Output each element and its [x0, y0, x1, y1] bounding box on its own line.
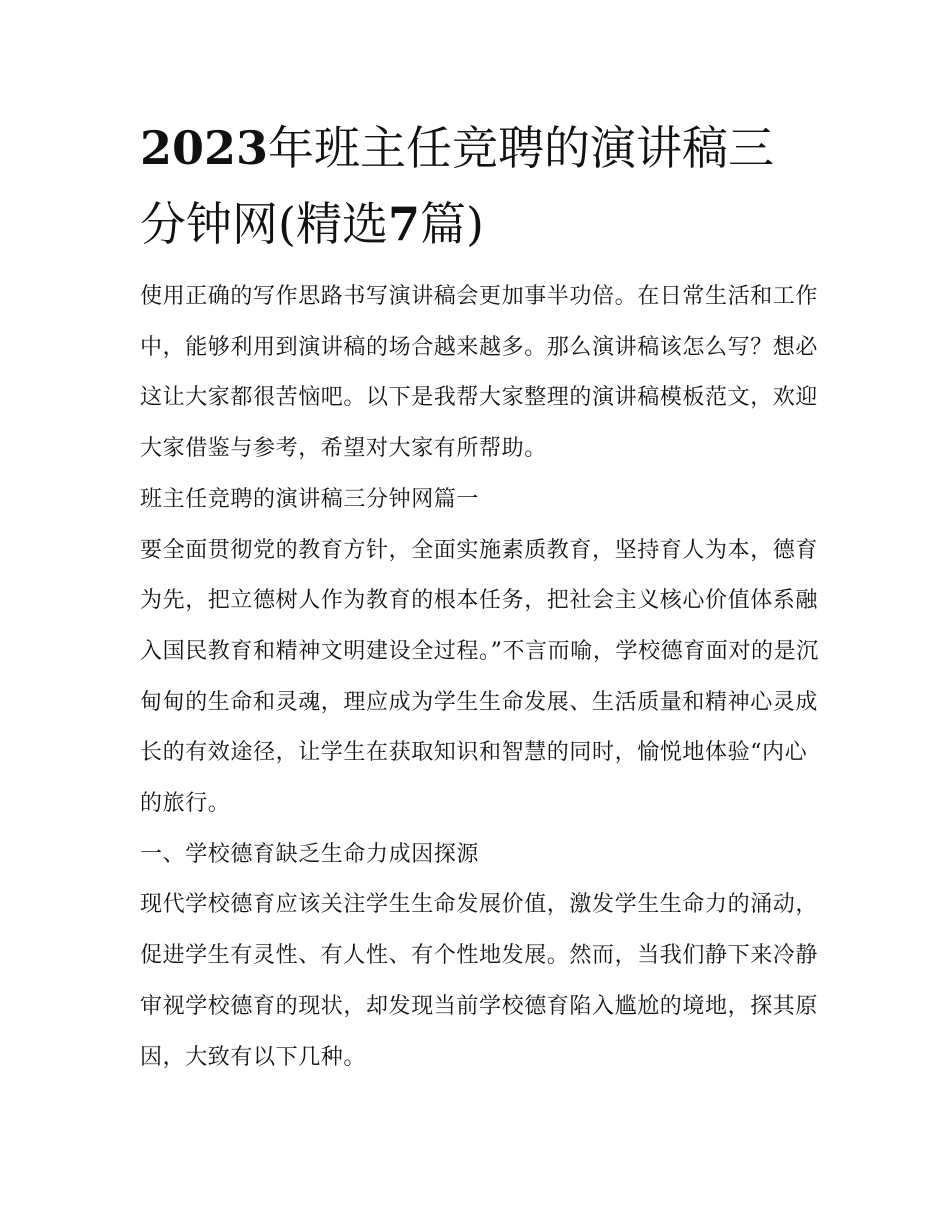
document-body	[140, 272, 820, 1083]
section-heading-part-one: 班主任竞聘的演讲稿三分钟网篇一	[140, 486, 480, 512]
document-title: 2023年班主任竞聘的演讲稿三分钟网(精选7篇)	[140, 121, 775, 251]
paragraph-education-policy: 要全面贯彻党的教育方针，全面实施素质教育，坚持育人为本，德育为先，把立德树人作为教育的根本任务，把社会主义核心价值体系融入国民教育和精神文明建设全过程。”不言而喻，学校德育面对的是沉甸甸的生命和灵魂，理应成为学生生命发展、生活质量和精神心灵成长的有效途径，让学生在获取知识和智慧的同时，愉悦地体验“内心的旅行。	[140, 537, 819, 817]
paragraph-moral-education: 现代学校德育应该关注学生生命发展价值，激发学生生命力的涌动，促进学生有灵性、有人性、有个性地发展。然而，当我们静下来冷静审视学校德育的现状，却发现当前学校德育陷入尴尬的境地，探其原因，大致有以下几种。	[140, 892, 819, 1070]
section-heading-causes: 一、学校德育缺乏生命力成因探源	[140, 841, 480, 867]
paragraph-intro: 使用正确的写作思路书写演讲稿会更加事半功倍。在日常生活和工作中，能够利用到演讲稿的场合越来越多。那么演讲稿该怎么写？想必这让大家都很苦恼吧。以下是我帮大家整理的演讲稿模板范文，欢迎大家借鉴与参考，希望对大家有所帮助。	[140, 284, 819, 462]
document-page	[140, 110, 820, 1083]
